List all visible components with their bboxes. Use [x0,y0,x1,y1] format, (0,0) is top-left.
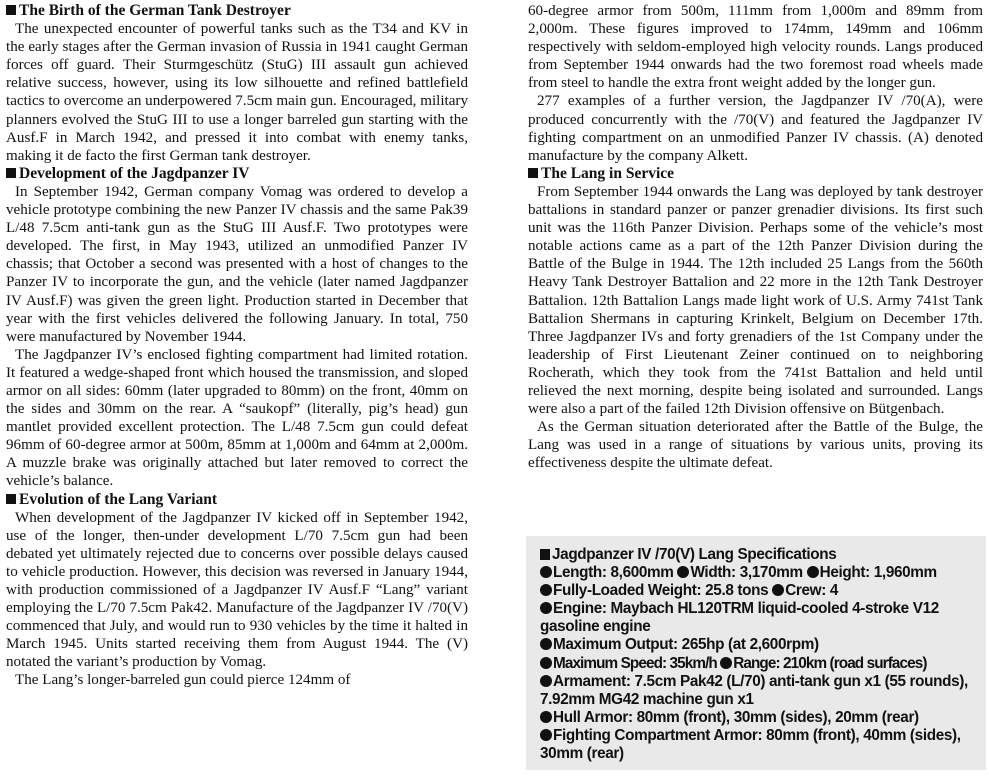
specifications-box [526,536,986,770]
round-bullet-icon [540,566,552,578]
round-bullet-icon [540,602,552,614]
square-bullet-icon [540,549,550,560]
round-bullet-icon [540,584,552,596]
specs-title: Jagdpanzer IV /70(V) Lang Specifications [540,546,985,564]
paragraph-armor-continued: 60-degree armor from 500m, 111mm from 1,000m and 89mm from 2,000m. These figures improved to 174mm, 149mm and 106mm respectively with seldom-employed high velocity rounds. Langs produced from September 1944 onwards had the two foremost road wheels made from steel to handle the extra front weight added by the longer gun. [528,3,983,92]
specs-output: Maximum Output: 265hp (at 2,600rpm) [540,636,985,654]
round-bullet-icon [772,584,784,596]
square-bullet-icon [6,168,16,178]
round-bullet-icon [807,566,819,578]
round-bullet-icon [540,729,552,741]
left-column [6,2,468,690]
specs-dimensions: Length: 8,600mm Width: 3,170mm Height: 1,960mm [540,564,985,582]
square-bullet-icon [6,5,16,15]
section-heading-evolution: Evolution of the Lang Variant [6,491,468,509]
square-bullet-icon [528,168,538,178]
specs-weight-crew: Fully-Loaded Weight: 25.8 tons Crew: 4 [540,582,985,600]
square-bullet-icon [6,494,16,504]
paragraph-birth: The unexpected encounter of powerful tanks such as the T34 and KV in the early stages after the German invasion of Russia in 1941 caught German forces off guard. Their Sturmgeschütz (StuG) III assault gun achieved relative success, however, using its low silhouette and refined battlefield tactics to overcome an underpowered 7.5cm main gun. Encouraged, military planners evolved the StuG III to use a longer barreled gun starting with the Ausf.F in March 1942, and pressed it into combat with enemy tanks, making it de facto the first German tank destroyer. [6,21,468,164]
paragraph-alkett: 277 examples of a further version, the Jagdpanzer IV /70(A), were produced concurrently with the /70(V) and featured the Jagdpanzer IV fighting compartment on an unmodified Panzer IV chassis. (A) denoted manufacture by the company Alkett. [528,93,983,164]
paragraph-service-2: As the German situation deteriorated after the Battle of the Bulge, the Lang was used in a range of situations by various units, proving its effectiveness despite the ultimate defeat. [528,419,983,472]
paragraph-evolution-1: When development of the Jagdpanzer IV kicked off in September 1942, use of the longer, then-under development L/70 7.5cm gun had been debated yet ultimately rejected due to concerns over possible delays caused to vehicle production. However, this decision was reversed in January 1944, with production commissioned of a Jagdpanzer IV Ausf.F “Lang” variant employing the L/70 7.5cm Pak42. Manufacture of the Jagdpanzer IV /70(V) commenced that July, and would run to 930 vehicles by the time it halted in March 1945. Units started receiving them from August 1944. The (V) notated the variant’s production by Vomag. [6,509,468,671]
specs-compartment-armor: Fighting Compartment Armor: 80mm (front), 40mm (sides), 30mm (rear) [540,726,961,763]
section-heading-birth: The Birth of the German Tank Destroyer [6,2,468,20]
paragraph-development-2: The Jagdpanzer IV’s enclosed fighting compartment had limited rotation. It featured a wedge-shaped front which housed the transmission, and sloped armor on all sides: 60mm (later upgraded to 80mm) on the front, 40mm on the sides and 30mm on the rear. A “saukopf” (literally, pig’s head) gun mantlet provided excellent protection. The L/48 7.5cm gun could defeat 96mm of 60-degree armor at 500m, 85mm at 1,000m and 64mm at 2,000m. A muzzle brake was originally attached but later removed to correct the vehicle’s balance. [6,346,468,490]
round-bullet-icon [540,657,552,669]
round-bullet-icon [677,566,689,578]
right-column [528,2,983,472]
paragraph-service-1: From September 1944 onwards the Lang was deployed by tank destroyer battalions in standard panzer or panzer grenadier divisions. Its first such unit was the 116th Panzer Division. Perhaps some of the vehicle’s most notable actions came as a part of the 12th Panzer Division during the Battle of the Bulge in 1944. The 12th included 25 Langs from the 560th Heavy Tank Destroyer Battalion and 22 more in the 12th Tank Destroyer Battalion. 12th Battalion Langs made light work of U.S. Army 741st Tank Battalion Shermans in capturing Krinkelt, Belgium on December 17th. Three Jagdpanzer IVs and forty grenadiers of the 1st Company under the leadership of First Lieutenant Zeiner continued on to neighboring Rocherath, which they took from the 741st Battalion and held until relieved the next morning, despite being isolated and surrounded. Langs were also a part of the failed 12th Division offensive on Bütgenbach. [528,183,983,418]
paragraph-development-1: In September 1942, German company Vomag was ordered to develop a vehicle prototype combining the new Panzer IV chassis and the same Pak39 L/48 7.5cm anti-tank gun as the StuG III Ausf.F. Two prototypes were developed. The first, in May 1943, utilized an unmodified Panzer IV chassis; that October a second was presented with a host of changes to the Panzer IV to incorporate the gun, and the vehicle (later named Jagdpanzer IV Ausf.F) was given the green light. Production started in December that year with the first vehicles delivered the following January. In total, 750 were manufactured by November 1944. [6,183,468,345]
specs-engine: Engine: Maybach HL120TRM liquid-cooled 4-stroke V12 gasoline engine [540,600,939,636]
paragraph-evolution-2: The Lang’s longer-barreled gun could pierce 124mm of [15,672,351,689]
round-bullet-icon [720,657,732,669]
section-heading-service: The Lang in Service [528,165,983,183]
specs-hull-armor: Hull Armor: 80mm (front), 30mm (sides), 20mm (rear) [540,709,985,727]
specs-speed-range: Maximum Speed: 35km/h Range: 210km (road surfaces) [540,655,985,673]
round-bullet-icon [540,638,552,650]
round-bullet-icon [540,711,552,723]
section-heading-development: Development of the Jagdpanzer IV [6,165,468,183]
round-bullet-icon [540,675,552,687]
specs-armament: Armament: 7.5cm Pak42 (L/70) anti-tank gun x1 (55 rounds), 7.92mm MG42 machine gun x1 [540,672,968,708]
